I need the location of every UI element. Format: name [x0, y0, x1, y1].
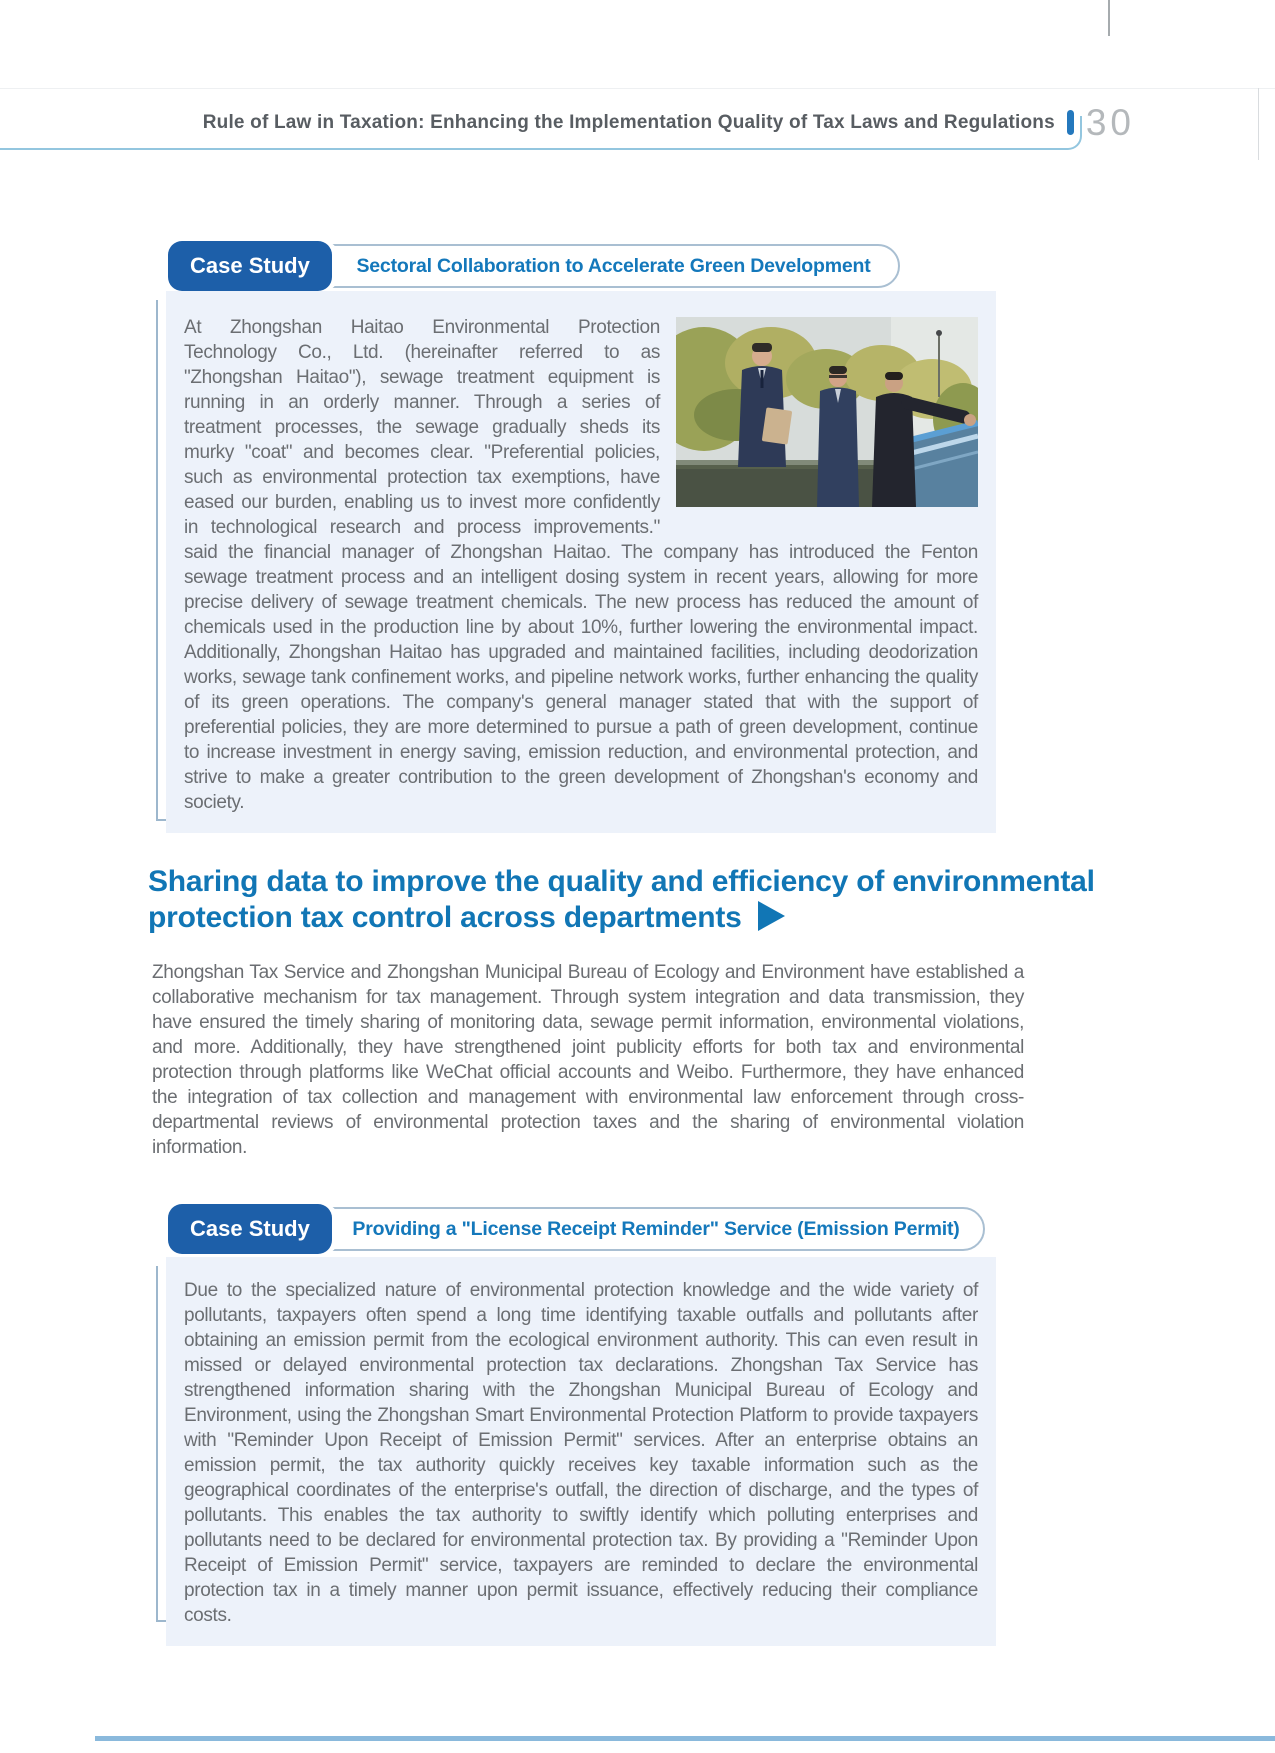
case-study-1-panel — [166, 291, 996, 833]
section-body: Zhongshan Tax Service and Zhongshan Municipal Bureau of Ecology and Environment have established a collaborative mechanism for tax management. Through system integration and data transmission, they have ensured the timely sharing of monitoring data, sewage permit information, environmental violations, and more. Additionally, they have strengthened joint publicity efforts for both tax and environmental protection through platforms like WeChat official accounts and Weibo. Furthermore, they have enhanced the integration of tax collection and management with environmental law enforcement through cross-departmental reviews of environmental protection taxes and the sharing of environmental violation information. — [152, 962, 1024, 1158]
case-study-1-body: At Zhongshan Haitao Environmental Protection Technology Co., Ltd. (hereinafter referred to as "Zhongshan Haitao"), sewage treatment equipment is running in an orderly manner. Through a series of treatment processes, the sewage gradually sheds its murky "coat" and becomes clear. "Preferential policies, such as environmental protection tax exemptions, have eased our burden, enabling us to invest more confidently in technological research and process improvements." said the financial manager of Zhongshan Haitao. The company has introduced the Fenton sewage treatment process and an intelligent dosing system in recent years, allowing for more precise delivery of sewage treatment chemicals. The new process has reduced the amount of chemicals used in the production line by about 10%, further lowering the environmental impact. Additionally, Zhongshan Haitao has upgraded and maintained facilities, including deodorization works, sewage tank confinement works, and pipeline network works, further enhancing the quality of its green operations. The company's general manager stated that with the support of preferential policies, they are more determined to pursue a path of green development, continue to increase investment in energy saving, emission reduction, and environmental protection, and strive to make a greater contribution to the green development of Zhongshan's economy and society. — [184, 317, 978, 813]
case-study-2-title: Providing a "License Receipt Reminder" Service (Emission Permit) — [352, 1217, 960, 1240]
case-study-2-badge: Case Study — [168, 1204, 332, 1254]
case-study-1-badge: Case Study — [168, 241, 332, 291]
triangle-icon — [758, 901, 785, 931]
case-study-1-photo — [676, 317, 978, 507]
page-margin-hairline — [0, 88, 1275, 89]
case-study-1-title-pill — [295, 244, 900, 288]
crop-mark-right — [1258, 88, 1259, 160]
case-study-2-panel — [166, 1257, 996, 1646]
photo-illustration — [676, 317, 978, 507]
case-study-2-title-pill — [295, 1207, 985, 1251]
page-number: 30 — [1085, 102, 1135, 143]
case-study-2-body: Due to the specialized nature of environmental protection knowledge and the wide variety of pollutants, taxpayers often spend a long time identifying taxable outfalls and pollutants after obtaining an emission permit from the ecological environment authority. This can even result in missed or delayed environmental protection tax declarations. Zhongshan Tax Service has strengthened information sharing with the Zhongshan Municipal Bureau of Ecology and Environment, using the Zhongshan Smart Environmental Protection Platform to provide taxpayers with "Reminder Upon Receipt of Emission Permit" services. After an enterprise obtains an emission permit, the tax authority quickly receives key taxable information such as the geographical coordinates of the enterprise's outfall, the direction of discharge, and the types of pollutants. This enables the tax authority to swiftly identify which polluting enterprises and pollutants need to be declared for environmental protection tax. By providing a "Reminder Upon Receipt of Emission Permit" service, taxpayers are reminded to declare the environmental protection tax in a timely manner upon permit issuance, effectively reducing their compliance costs. — [184, 1280, 978, 1626]
case-study-1-title: Sectoral Collaboration to Accelerate Green Development — [356, 254, 871, 277]
running-head-title: Rule of Law in Taxation: Enhancing the Implementation Quality of Tax Laws and Regulations — [202, 111, 1055, 133]
section-heading-text: Sharing data to improve the quality and efficiency of environmental protection tax control across departments — [148, 865, 1095, 934]
crop-mark-top-right — [1108, 0, 1110, 36]
section-heading — [148, 864, 1108, 936]
header-rule — [0, 116, 1082, 150]
footer-accent-bar — [95, 1736, 1275, 1741]
